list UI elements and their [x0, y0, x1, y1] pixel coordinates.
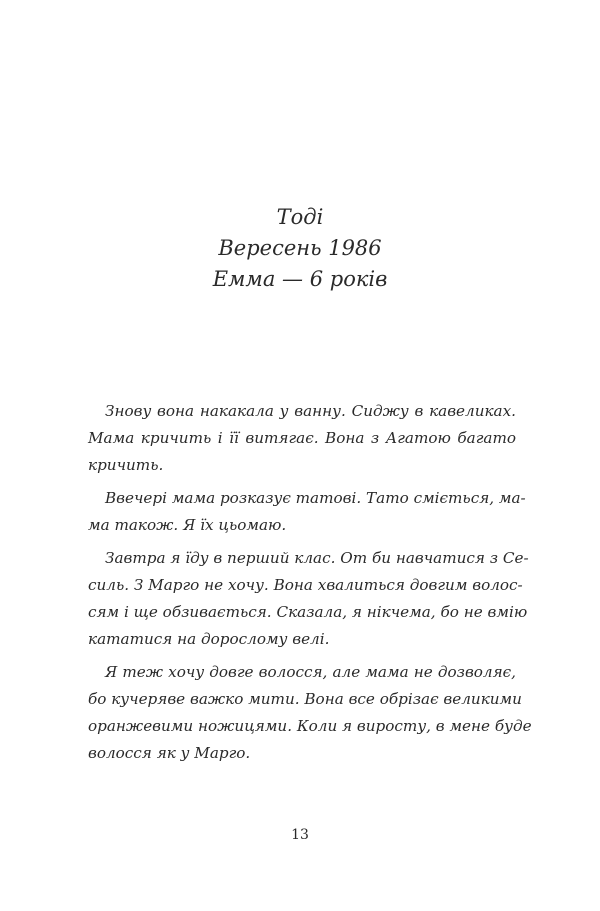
paragraph: [88, 485, 526, 539]
text-line: Я теж хочу довге волосся, але мама не дозволяє,: [105, 663, 516, 681]
paragraph: [88, 398, 516, 479]
text-line: ма також. Я їх цьомаю.: [88, 516, 287, 534]
paragraph: [88, 545, 529, 653]
text-line: Завтра я їду в перший клас. От би навчатися з Се-: [105, 549, 529, 567]
body-text: [88, 398, 532, 773]
chapter-date: Вересень 1986: [218, 236, 382, 260]
page-number: 13: [291, 827, 309, 843]
chapter-heading: [0, 202, 600, 295]
paragraph: [88, 659, 532, 767]
text-line: сям і ще обзивається. Сказала, я нікчема, бо не вмію: [88, 603, 528, 621]
text-line: силь. З Марго не хочу. Вона хвалиться довгим волос-: [88, 576, 523, 594]
text-line: кричить.: [88, 456, 164, 474]
text-line: Мама кричить і її витягає. Вона з Агатою багато: [88, 429, 516, 447]
text-line: бо кучеряве важко мити. Вона все обрізає великими: [88, 690, 522, 708]
text-line: Ввечері мама розказує татові. Тато сміється, ма-: [105, 489, 526, 507]
chapter-title: Тоді: [276, 205, 324, 229]
chapter-subtitle: Емма — 6 років: [212, 267, 388, 291]
text-line: кататися на дорослому велі.: [88, 630, 330, 648]
text-line: волосся як у Марго.: [88, 744, 251, 762]
text-line: оранжевими ножицями. Коли я виросту, в мене буде: [88, 717, 532, 735]
text-line: Знову вона накакала у ванну. Сиджу в кавеликах.: [105, 402, 516, 420]
